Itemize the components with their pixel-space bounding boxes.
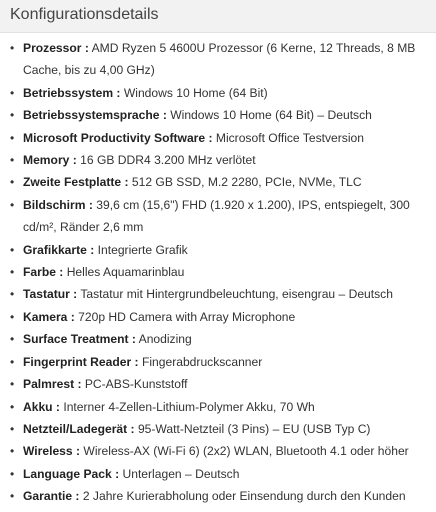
spec-label: Prozessor : <box>23 41 89 55</box>
spec-label: Betriebssystem : <box>23 85 121 100</box>
spec-label: Wireless : <box>23 444 81 459</box>
bullet-icon: • <box>10 153 15 168</box>
bullet-icon: • <box>10 287 15 302</box>
spec-item <box>10 127 430 149</box>
spec-item <box>10 149 430 171</box>
spec-value: PC-ABS-Kunststoff <box>84 377 188 392</box>
spec-value: AMD Ryzen 5 4600U Prozessor (6 Kerne, 12 Threads, 8 MB Cache, bis zu 4,00 GHz) <box>23 41 416 78</box>
spec-value: Microsoft Office Testversion <box>215 130 364 145</box>
spec-value: 16 GB DDR4 3.200 MHz verlötet <box>80 153 256 168</box>
bullet-icon: • <box>10 421 15 436</box>
spec-item <box>10 440 430 462</box>
spec-label: Farbe : <box>23 265 64 280</box>
spec-value: Helles Aquamarinblau <box>66 265 185 280</box>
spec-item <box>10 283 430 305</box>
bullet-icon: • <box>10 309 15 324</box>
spec-item <box>10 104 430 126</box>
bullet-icon: • <box>10 332 15 347</box>
spec-item <box>10 418 430 440</box>
spec-value: Interner 4-Zellen-Lithium-Polymer Akku, 70 Wh <box>63 399 315 414</box>
bullet-icon: • <box>10 444 15 459</box>
spec-value: 512 GB SSD, M.2 2280, PCIe, NVMe, TLC <box>131 175 362 190</box>
spec-list <box>0 33 436 508</box>
spec-value: 2 Jahre Kurierabholung oder Einsendung durch den Kunden <box>82 489 406 504</box>
spec-label: Tastatur : <box>23 287 78 302</box>
spec-item <box>10 82 430 104</box>
bullet-icon: • <box>10 377 15 392</box>
spec-item <box>10 485 430 507</box>
spec-item <box>10 463 430 485</box>
spec-value: Unterlagen – Deutsch <box>122 466 240 481</box>
spec-value: Windows 10 Home (64 Bit) – Deutsch <box>170 108 372 123</box>
spec-value: Integrierte Grafik <box>97 242 188 257</box>
spec-value: Wireless-AX (Wi-Fi 6) (2x2) WLAN, Bluetooth 4.1 oder höher <box>83 444 409 459</box>
spec-value: 39,6 cm (15,6") FHD (1.920 x 1.200), IPS, entspiegelt, 300 cd/m², Ränder 2,6 mm <box>23 197 410 235</box>
bullet-icon: • <box>10 85 15 100</box>
spec-value: 95-Watt-Netzteil (3 Pins) – EU (USB Typ C) <box>137 421 371 436</box>
spec-item <box>10 351 430 373</box>
spec-item <box>10 373 430 395</box>
bullet-icon: • <box>10 108 15 123</box>
spec-item <box>10 328 430 350</box>
spec-label: Grafikkarte : <box>23 242 95 257</box>
bullet-icon: • <box>10 197 15 212</box>
bullet-icon: • <box>10 242 15 257</box>
spec-value: 720p HD Camera with Array Microphone <box>78 309 296 324</box>
spec-item <box>10 306 430 328</box>
bullet-icon: • <box>10 399 15 414</box>
spec-label: Netzteil/Ladegerät : <box>23 421 135 436</box>
spec-label: Akku : <box>23 399 60 414</box>
spec-item <box>10 239 430 261</box>
spec-item <box>10 396 430 418</box>
panel-title: Konfigurationsdetails <box>10 6 159 23</box>
spec-label: Memory : <box>23 153 77 168</box>
spec-label: Kamera : <box>23 309 75 324</box>
spec-label: Betriebssystemsprache : <box>23 108 167 123</box>
spec-value: Anodizing <box>138 332 192 347</box>
bullet-icon: • <box>10 265 15 280</box>
spec-item <box>10 194 430 239</box>
spec-label: Zweite Festplatte : <box>23 175 129 190</box>
spec-item <box>10 261 430 283</box>
spec-value: Windows 10 Home (64 Bit) <box>123 85 268 100</box>
bullet-icon: • <box>10 175 15 190</box>
spec-value: Tastatur mit Hintergrundbeleuchtung, eisengrau – Deutsch <box>80 287 393 302</box>
bullet-icon: • <box>10 489 15 504</box>
spec-label: Garantie : <box>23 489 80 504</box>
bullet-icon: • <box>10 41 15 55</box>
spec-item <box>10 171 430 193</box>
spec-label: Surface Treatment : <box>23 332 136 347</box>
bullet-icon: • <box>10 466 15 481</box>
bullet-icon: • <box>10 354 15 369</box>
spec-value: Fingerabdruckscanner <box>141 354 263 369</box>
spec-label: Palmrest : <box>23 377 82 392</box>
bullet-icon: • <box>10 130 15 145</box>
spec-label: Fingerprint Reader : <box>23 354 139 369</box>
spec-item <box>10 37 430 82</box>
spec-label: Microsoft Productivity Software : <box>23 130 213 145</box>
spec-label: Language Pack : <box>23 466 120 481</box>
spec-label: Bildschirm : <box>23 197 93 212</box>
panel-header <box>0 0 436 33</box>
